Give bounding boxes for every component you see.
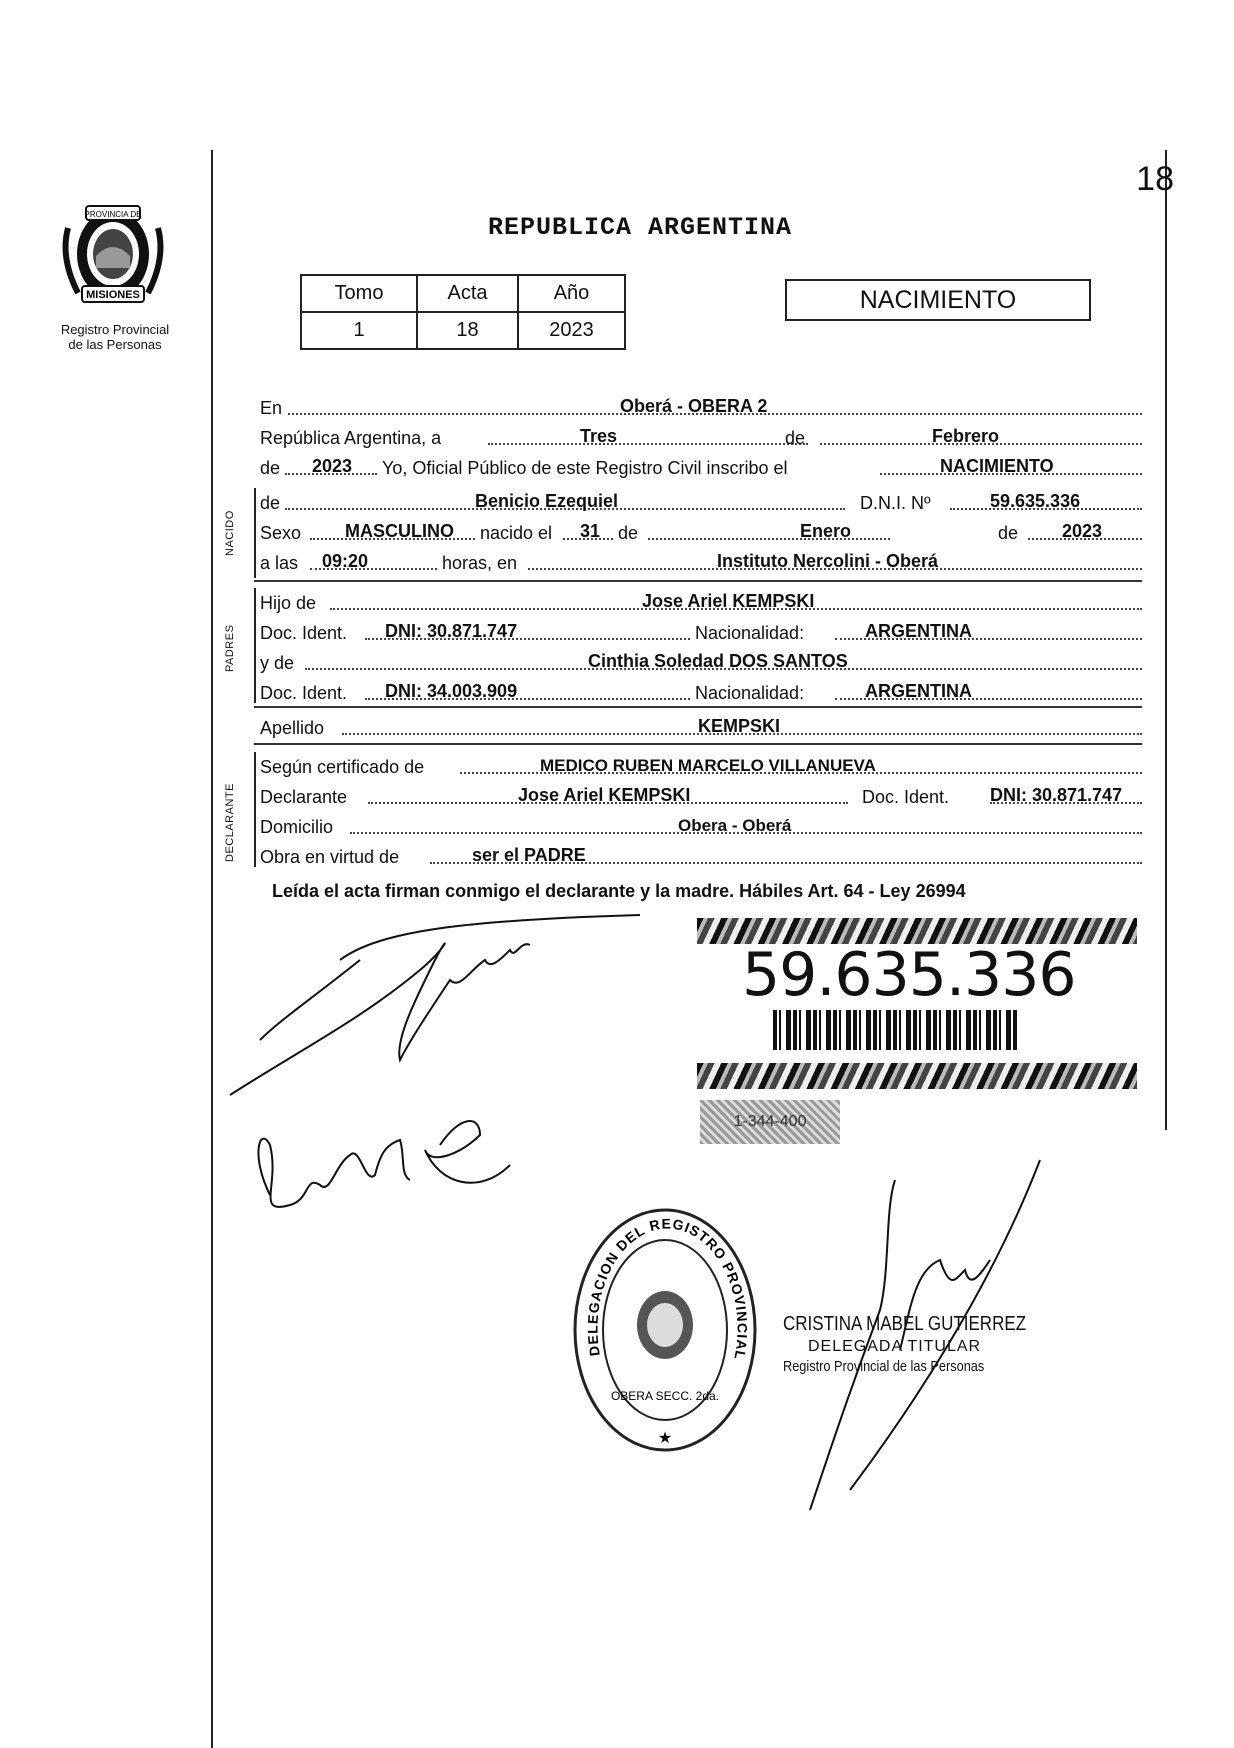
row-nacido-name: de Benicio Ezequiel D.N.I. Nº 59.635.336 bbox=[260, 488, 1142, 516]
barcode-icon bbox=[773, 1010, 1019, 1050]
svg-text:OBERA SECC. 2da.: OBERA SECC. 2da. bbox=[610, 1389, 720, 1403]
place-value: Oberá - OBERA 2 bbox=[620, 396, 768, 416]
section-label-declarante: DECLARANTE bbox=[224, 783, 236, 862]
official-office: Registro Provincial de las Personas bbox=[783, 1358, 985, 1375]
svg-text:PROVINCIA DE: PROVINCIA DE bbox=[84, 210, 142, 219]
ref-value-tomo: 1 bbox=[301, 312, 417, 349]
divider-nacido bbox=[254, 580, 1142, 582]
section-label-padres: PADRES bbox=[224, 624, 236, 672]
row-officer: de 2023 Yo, Oficial Público de este Registro Civil inscribo el NACIMIENTO bbox=[260, 453, 1142, 481]
mother-signature-icon bbox=[240, 1085, 540, 1235]
sexo-value: MASCULINO bbox=[345, 521, 454, 541]
row-father: Hijo de Jose Ariel KEMPSKI bbox=[260, 588, 1142, 616]
country-title: REPUBLICA ARGENTINA bbox=[488, 213, 793, 242]
father-name-value: Jose Ariel KEMPSKI bbox=[642, 591, 815, 611]
month-words-value: Febrero bbox=[932, 426, 1000, 446]
issuer-caption-line1: Registro Provincial bbox=[60, 322, 170, 337]
closing-text: Leída el acta firman conmigo el declarante y la madre. Hábiles Art. 64 - Ley 26994 bbox=[272, 881, 966, 901]
svg-text:★: ★ bbox=[657, 1430, 673, 1447]
official-seal-icon bbox=[564, 1192, 760, 1455]
row-mother-doc: Doc. Ident. DNI: 34.003.909 Nacionalidad: ARGENTINA bbox=[260, 678, 1142, 706]
nacido-bracket bbox=[254, 488, 256, 578]
padres-bracket bbox=[254, 588, 256, 703]
reference-table bbox=[300, 274, 626, 350]
row-declarante: Declarante Jose Ariel KEMPSKI Doc. Ident. DNI: 30.871.747 bbox=[260, 782, 1142, 810]
row-nacido-sex: Sexo MASCULINO nacido el 31 de Enero de 2023 bbox=[260, 518, 1142, 546]
row-obra: Obra en virtud de ser el PADRE bbox=[260, 842, 1142, 870]
right-margin-line bbox=[1165, 150, 1167, 1130]
child-dni-value: 59.635.336 bbox=[990, 491, 1081, 511]
birth-month-value: Enero bbox=[800, 521, 852, 541]
row-date: República Argentina, a Tres de Febrero bbox=[260, 423, 1142, 451]
svg-text:MISIONES: MISIONES bbox=[86, 289, 140, 301]
barcode-number: 59.635.336 bbox=[742, 940, 1076, 1010]
act-inscribed-value: NACIMIENTO bbox=[940, 456, 1054, 476]
row-apellido: Apellido KEMPSKI bbox=[260, 713, 1142, 741]
row-certificado: Según certificado de MEDICO RUBEN MARCELO VILLANUEVA bbox=[260, 752, 1142, 780]
ref-value-ano: 2023 bbox=[518, 312, 625, 349]
declarante-bracket bbox=[254, 752, 256, 867]
record-year-value: 2023 bbox=[312, 456, 353, 476]
declarante-doc-value: DNI: 30.871.747 bbox=[990, 785, 1123, 805]
ref-value-acta: 18 bbox=[417, 312, 518, 349]
divider-padres bbox=[254, 706, 1142, 708]
issuer-caption-line2: de las Personas bbox=[68, 337, 162, 352]
row-mother: y de Cinthia Soledad DOS SANTOS bbox=[260, 648, 1142, 676]
certificado-value: MEDICO RUBEN MARCELO VILLANUEVA bbox=[540, 756, 876, 775]
province-coat-of-arms-icon bbox=[58, 198, 168, 310]
svg-text:DELEGACION DEL REGISTRO PROVIN: DELEGACION DEL REGISTRO PROVINCIAL DE LAS PERSONAS bbox=[564, 1192, 751, 1362]
page-number: 18 bbox=[1136, 160, 1174, 198]
divider-apellido bbox=[254, 743, 1142, 745]
official-name: CRISTINA MABEL GUTIERREZ bbox=[783, 1313, 1027, 1335]
day-words-value: Tres bbox=[580, 426, 618, 446]
domicilio-value: Obera - Oberá bbox=[678, 816, 792, 835]
birth-time-value: 09:20 bbox=[322, 551, 369, 571]
row-domicilio: Domicilio Obera - Oberá bbox=[260, 812, 1142, 840]
mother-nationality-value: ARGENTINA bbox=[865, 681, 972, 701]
ref-header-acta: Acta bbox=[417, 275, 518, 312]
official-title: DELEGADA TITULAR bbox=[808, 1338, 982, 1355]
row-place: En Oberá - OBERA 2 bbox=[260, 393, 1142, 421]
father-doc-value: DNI: 30.871.747 bbox=[385, 621, 518, 641]
ref-header-tomo: Tomo bbox=[301, 275, 417, 312]
birth-day-value: 31 bbox=[580, 521, 601, 541]
act-type-box: NACIMIENTO bbox=[785, 279, 1091, 321]
row-nacido-time: a las 09:20 horas, en Instituto Nercolini - Oberá bbox=[260, 548, 1142, 576]
obra-value: ser el PADRE bbox=[472, 845, 586, 865]
official-signature-icon bbox=[790, 1150, 1060, 1520]
row-father-doc: Doc. Ident. DNI: 30.871.747 Nacionalidad: ARGENTINA bbox=[260, 618, 1142, 646]
section-label-nacido: NACIDO bbox=[224, 510, 236, 556]
security-code: 1-344-400 bbox=[700, 1100, 840, 1144]
father-nationality-value: ARGENTINA bbox=[865, 621, 972, 641]
birth-place-value: Instituto Nercolini - Oberá bbox=[717, 551, 939, 571]
apellido-value: KEMPSKI bbox=[698, 716, 781, 736]
mother-name-value: Cinthia Soledad DOS SANTOS bbox=[588, 651, 848, 671]
left-margin-line bbox=[211, 150, 213, 1748]
child-name-value: Benicio Ezequiel bbox=[475, 491, 619, 511]
mother-doc-value: DNI: 34.003.909 bbox=[385, 681, 518, 701]
security-band-bottom bbox=[697, 1063, 1137, 1089]
declarante-name-value: Jose Ariel KEMPSKI bbox=[518, 785, 691, 805]
ref-header-ano: Año bbox=[518, 275, 625, 312]
birth-year-value: 2023 bbox=[1062, 521, 1103, 541]
